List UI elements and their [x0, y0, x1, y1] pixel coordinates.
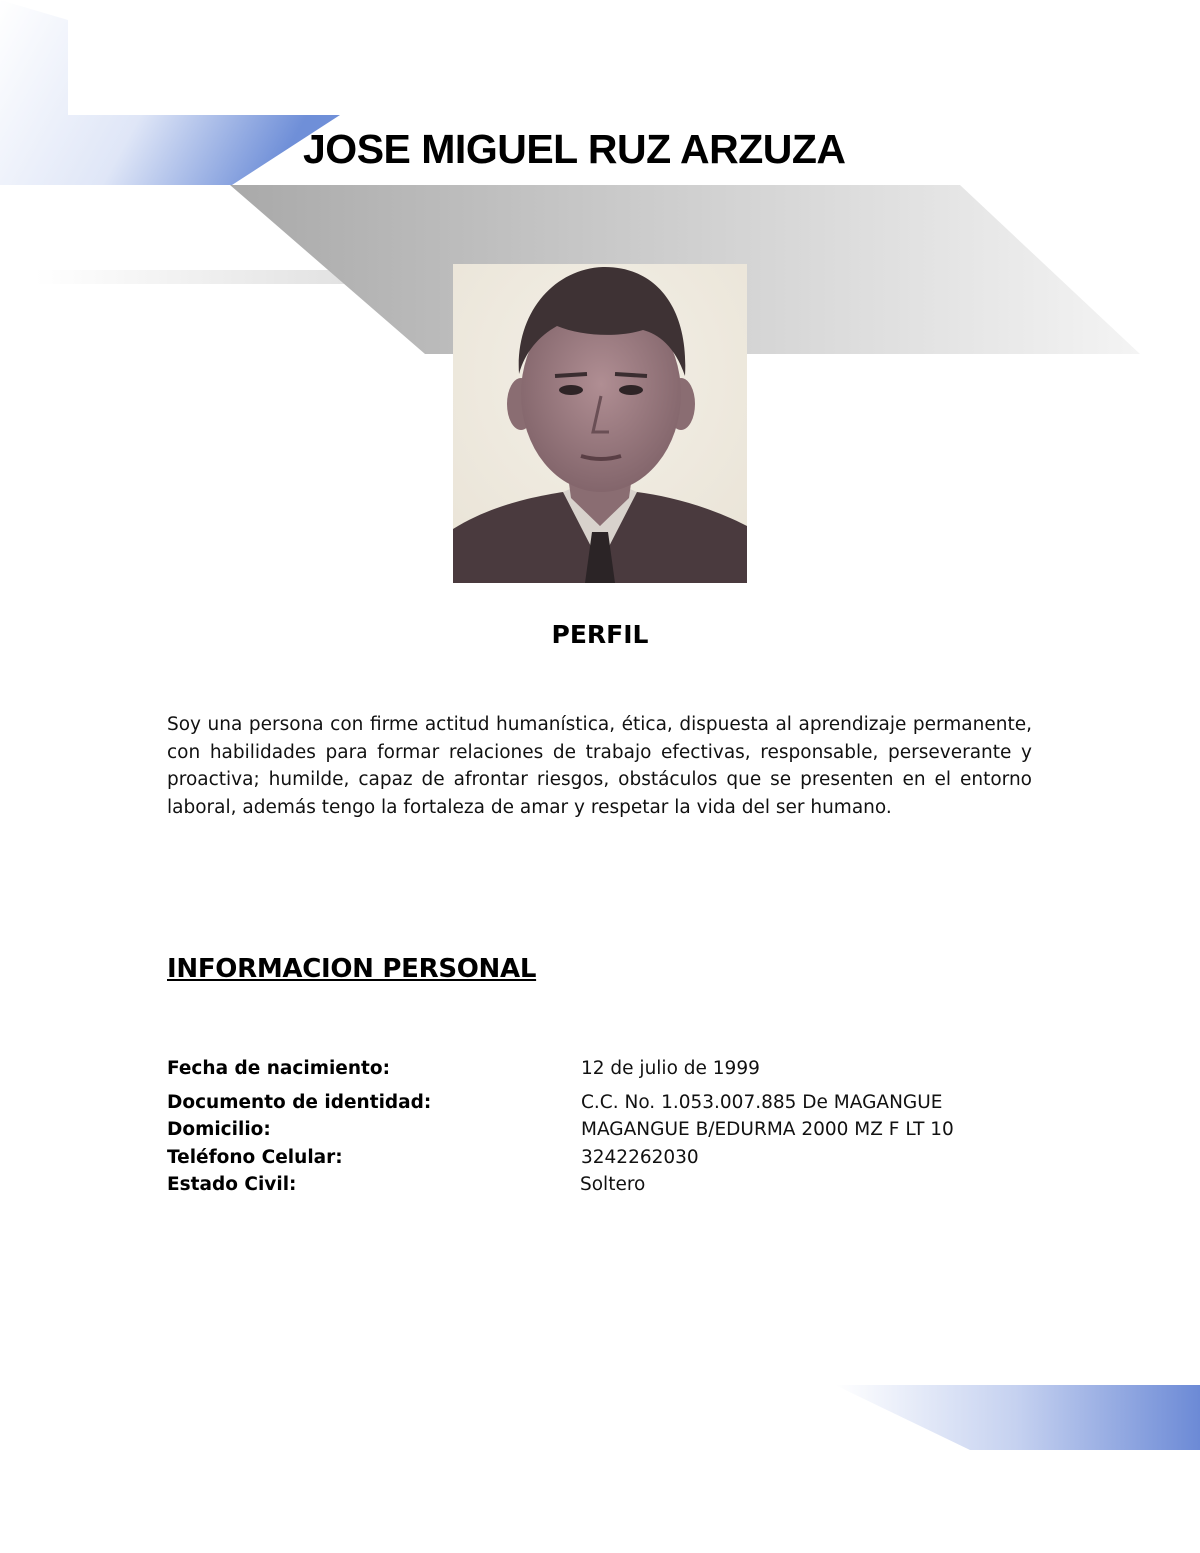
info-value: MAGANGUE B/EDURMA 2000 MZ F LT 10: [581, 1119, 954, 1140]
top-left-blue-shape: [0, 0, 340, 185]
info-value: C.C. No. 1.053.007.885 De MAGANGUE: [581, 1092, 943, 1113]
profile-heading: PERFIL: [551, 620, 649, 649]
info-value: Soltero: [580, 1174, 646, 1195]
profile-text: Soy una persona con firme actitud humanística, ética, dispuesta al aprendizaje permanente, con habilidades para formar relaciones de trabajo efectivas, responsable, perseverante y proactiva; humilde, capaz de afrontar riesgos, obstáculos que se presenten en el entorno laboral, además tengo la fortaleza de amar y respetar la vida del ser humano.: [167, 714, 1032, 818]
personal-info-heading: INFORMACION PERSONAL: [167, 954, 537, 984]
candidate-name: JOSE MIGUEL RUZ ARZUZA: [303, 126, 846, 172]
bottom-right-blue-shape: [835, 1385, 1200, 1450]
info-label: Estado Civil:: [167, 1174, 297, 1195]
info-label: Teléfono Celular:: [167, 1147, 343, 1168]
info-value: 12 de julio de 1999: [581, 1058, 760, 1079]
info-label: Domicilio:: [167, 1119, 271, 1140]
info-label: Documento de identidad:: [167, 1092, 432, 1113]
info-value: 3242262030: [581, 1147, 699, 1168]
left-gray-stripe: [35, 270, 345, 284]
info-label: Fecha de nacimiento:: [167, 1058, 390, 1079]
profile-photo: [453, 264, 747, 583]
